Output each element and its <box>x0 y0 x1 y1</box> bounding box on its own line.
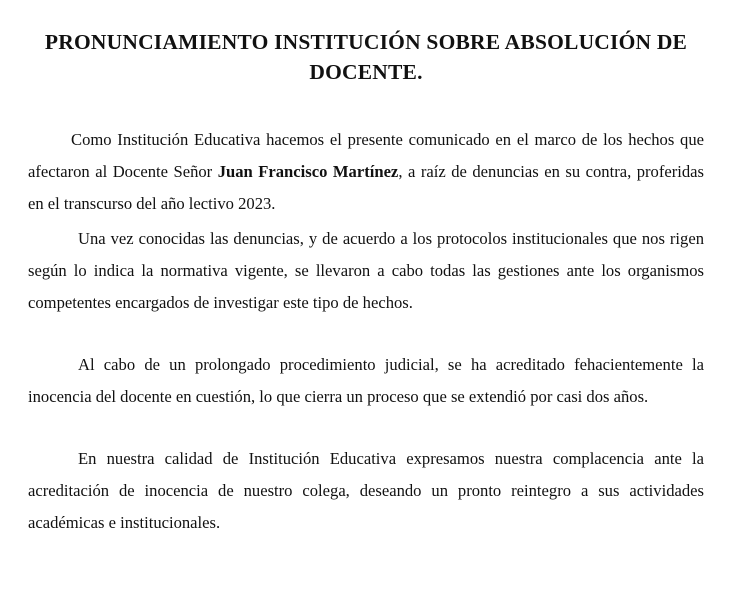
paragraph-intro <box>28 124 704 220</box>
paragraph-judicial-outcome: Al cabo de un prolongado procedimiento judicial, se ha acreditado fehacientemente la inocencia del docente en cuestión, lo que cierra un proceso que se extendió por casi dos años. <box>28 355 704 406</box>
document-page <box>28 0 704 539</box>
paragraph-protocols: Una vez conocidas las denuncias, y de acuerdo a los protocolos institucionales que nos rigen según lo indica la normativa vigente, se llevaron a cabo todas las gestiones ante los organismos competentes encargados de investigar este tipo de hechos. <box>28 229 704 312</box>
document-title: PRONUNCIAMIENTO INSTITUCIÓN SOBRE ABSOLUCIÓN DE DOCENTE. <box>44 30 688 84</box>
paragraph-closing: En nuestra calidad de Institución Educativa expresamos nuestra complacencia ante la acreditación de inocencia de nuestro colega, deseando un pronto reintegro a sus actividades académicas e institucionales. <box>28 449 704 532</box>
teacher-name: Juan Francisco Martínez <box>217 162 399 181</box>
paragraph-intro-text-after: , a raíz de denuncias en su contra, proferidas en el transcurso del año lectivo 2023. <box>28 162 705 213</box>
paragraph-intro-text-before: Como Institución Educativa hacemos el presente comunicado en el marco de los hechos que afectaron al Docente Señor <box>28 130 704 181</box>
